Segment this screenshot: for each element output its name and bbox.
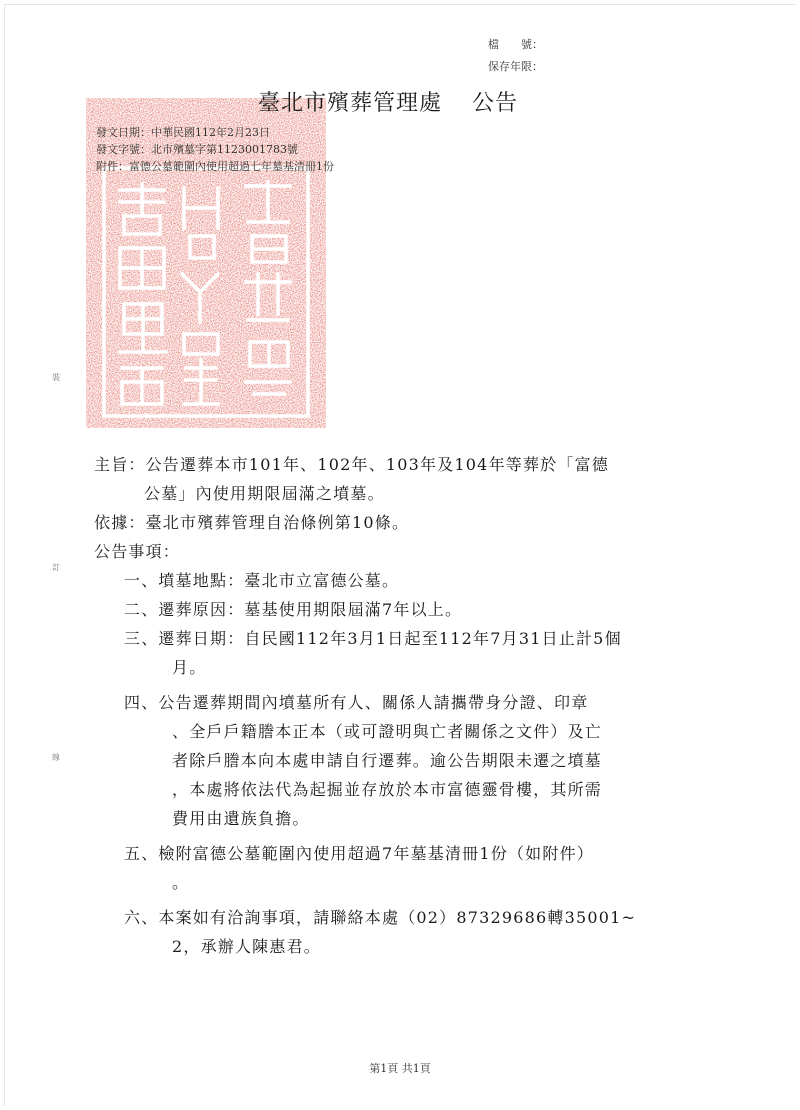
item-text: 遷葬日期：自民國112年3月1日起至112年7月31日止計5個 bbox=[158, 629, 622, 648]
notice-item-3 bbox=[94, 624, 734, 682]
notice-item-2 bbox=[94, 595, 734, 624]
file-no-label: 檔 號： bbox=[488, 38, 543, 51]
subject-line-1 bbox=[94, 450, 734, 479]
notice-item-4 bbox=[94, 688, 734, 833]
attachment-note: 附件：富德公墓範圍內使用超過七年墓基清冊1份 bbox=[96, 160, 334, 173]
item-text-cont: 者除戶謄本向本處申請自行遷葬。逾公告期限未遷之墳墓 bbox=[172, 751, 603, 770]
item-text-cont: ，本處將依法代為起掘並存放於本市富德靈骨樓，其所需 bbox=[172, 780, 603, 799]
agency-name: 臺北市殯葬管理處 bbox=[258, 91, 443, 116]
file-meta bbox=[488, 34, 543, 78]
item-marker: 一、 bbox=[124, 571, 159, 590]
items-heading: 公告事項： bbox=[94, 542, 181, 561]
document-type: 公告 bbox=[472, 91, 519, 116]
page-number: 第1頁 共1頁 bbox=[369, 1062, 431, 1075]
item-text: 檢附富德公墓範圍內使用超過7年墓基清冊1份（如附件） bbox=[158, 844, 594, 863]
item-text: 遷葬原因：墓基使用期限屆滿7年以上。 bbox=[158, 600, 463, 619]
subject-text-1: 公告遷葬本市101年、102年、103年及104年等葬於「富德 bbox=[145, 455, 609, 474]
binding-mark-1: 裝 bbox=[52, 373, 60, 382]
notice-body bbox=[94, 450, 734, 961]
basis-line bbox=[94, 508, 734, 537]
item-marker: 四、 bbox=[124, 693, 159, 712]
item-text-cont: 2，承辦人陳惠君。 bbox=[172, 937, 321, 956]
item-text-cont: 。 bbox=[172, 873, 190, 892]
item-text: 本案如有洽詢事項，請聯絡本處（02）87329686轉35001~ bbox=[158, 908, 637, 927]
binding-mark-2: 訂 bbox=[52, 563, 60, 572]
issue-number: 發文字號：北市殯墓字第1123001783號 bbox=[96, 143, 298, 156]
item-marker: 二、 bbox=[124, 600, 159, 619]
retention-label: 保存年限： bbox=[488, 60, 543, 73]
item-marker: 五、 bbox=[124, 844, 159, 863]
binding-mark-3: 線 bbox=[52, 753, 60, 762]
basis-label: 依據： bbox=[94, 513, 146, 532]
issue-date: 發文日期：中華民國112年2月23日 bbox=[96, 126, 270, 139]
item-text-cont: 、全戶戶籍謄本正本（或可證明與亡者關係之文件）及亡 bbox=[172, 722, 603, 741]
notice-item-6 bbox=[94, 903, 734, 961]
item-text: 公告遷葬期間內墳墓所有人、關係人請攜帶身分證、印章 bbox=[158, 693, 589, 712]
notice-item-1 bbox=[94, 566, 734, 595]
item-text-cont: 費用由遺族負擔。 bbox=[172, 809, 310, 828]
subject-line-2: 公墓」內使用期限屆滿之墳墓。 bbox=[144, 484, 385, 503]
subject-label: 主旨： bbox=[94, 455, 146, 474]
notice-item-5 bbox=[94, 839, 734, 897]
item-text-cont: 月。 bbox=[172, 658, 207, 677]
issue-info bbox=[96, 124, 334, 175]
item-marker: 六、 bbox=[124, 908, 159, 927]
item-marker: 三、 bbox=[124, 629, 159, 648]
basis-text: 臺北市殯葬管理自治條例第10條。 bbox=[145, 513, 410, 532]
notice-title bbox=[258, 86, 518, 117]
item-text: 墳墓地點：臺北市立富德公墓。 bbox=[158, 571, 400, 590]
